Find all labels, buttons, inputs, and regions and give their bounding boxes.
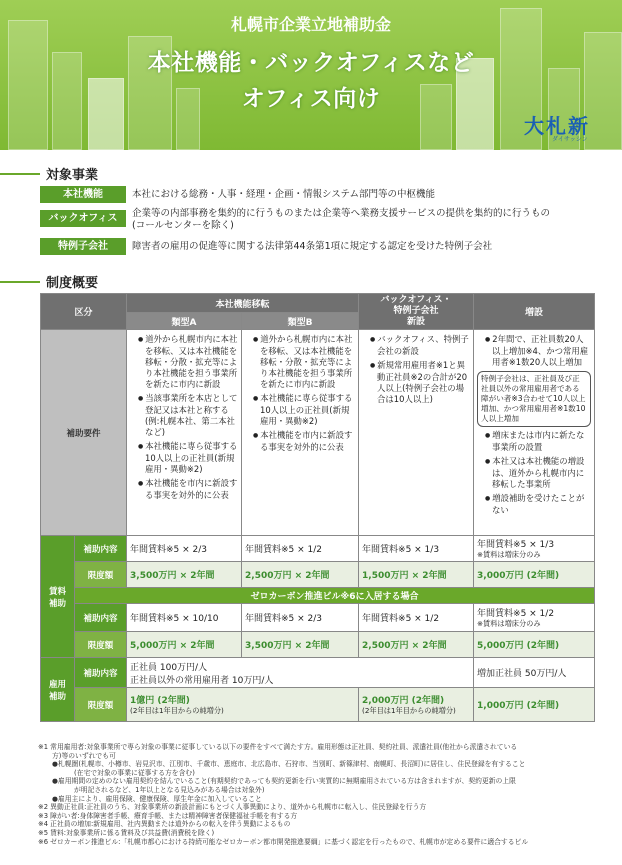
logo-subtext: ダイサッシン — [552, 136, 588, 143]
desc-tokurei: 障害者の雇用の促進等に関する法律第44条第1項に規定する認定を受けた特例子会社 — [132, 241, 493, 252]
zc-naiyou-back: 年間賃料※5 × 1/2 — [359, 604, 474, 632]
header-backoffice: バックオフィス・ 特例子会社 新設 — [359, 294, 474, 330]
rent-zou-note: ※賃料は増床分のみ — [477, 550, 541, 559]
footnote: ●雇用期間の定めのない雇用契約を結んでいること(有期契約であっても契約更新を行い実質的に無期雇用されている方は含まれますが、契約更新の上限 — [52, 777, 516, 786]
rent-naiyou-b: 年間賃料※5 × 1/2 — [242, 536, 359, 562]
list-item: ● 新規常用雇用者※1と異動正社員※2の合計が20人以上(特例子会社の場合は10人以上) — [370, 360, 470, 405]
footnote: ●札幌圏(札幌市、小樽市、岩見沢市、江別市、千歳市、恵庭市、北広島市、石狩市、当別町、新篠津村、南幌町、長沼町)に居住し、住民登録を有すること — [52, 760, 526, 769]
rent-naiyou-back: 年間賃料※5 × 1/3 — [359, 536, 474, 562]
emp-gendo-zou: 1,000万円 (2年間) — [474, 688, 595, 722]
label-gendo: 限度額 — [75, 632, 127, 658]
zc-naiyou-b: 年間賃料※5 × 2/3 — [242, 604, 359, 632]
list-item: ● 本社機能に専ら従事する10人以上の正社員(新規雇用・異動※2) — [138, 441, 238, 475]
footnote: ※3 障がい者:身体障害者手帳、療育手帳、または精神障害者保健福祉手帳を有する方 — [38, 811, 298, 820]
tag-backoffice: バックオフィス — [40, 210, 126, 227]
footnotes — [38, 743, 598, 846]
rent-naiyou-a: 年間賃料※5 × 2/3 — [127, 536, 242, 562]
section-bar — [0, 281, 40, 283]
desc-backoffice: 企業等の内部事務を集約的に行うものまたは企業等へ業務支援サービスの提供を集約的に行うもの — [132, 208, 551, 219]
tag-honsha: 本社機能 — [40, 186, 126, 203]
rent-gendo-zou: 3,000万円 (2年間) — [474, 562, 595, 588]
tokurei-note-box: 特例子会社は、正社員及び正社員以外の常用雇用者である障がい者※3合わせて10人以上増加、かつ常用雇用者※1数10人以上増加 — [477, 371, 591, 427]
header-banner — [0, 0, 622, 150]
zc-gendo-back: 2,500万円 × 2年間 — [359, 632, 474, 658]
page-title-line1: 本社機能・バックオフィスなど — [147, 50, 475, 76]
tag-tokurei: 特例子会社 — [40, 238, 126, 255]
list-item: ● 本社機能を市内に新設する事実を対外的に公表 — [253, 430, 355, 453]
footnote: ※5 賃料:対象事業所に係る賃料及び共益費(消費税を除く) — [38, 828, 215, 837]
zc-gendo-zou: 5,000万円 (2年間) — [474, 632, 595, 658]
header-kubun: 区分 — [41, 294, 127, 330]
page-title-line2: オフィス向け — [241, 86, 381, 112]
label-requirements: 補助要件 — [41, 330, 127, 536]
req-zousetsu — [474, 330, 595, 536]
list-item: ● 当該事業所を本店として登記又は本社と称する(例:札幌本社、第二本社など) — [138, 393, 238, 438]
rent-gendo-a: 3,500万円 × 2年間 — [127, 562, 242, 588]
rent-gendo-back: 1,500万円 × 2年間 — [359, 562, 474, 588]
brand-logo — [524, 110, 606, 144]
zc-naiyou-zou: 年間賃料※5 × 1/2 ※賃料は増床分のみ — [474, 604, 595, 632]
footnote: が明記されるなど、1年以上となる見込みがある場合は対象外) — [74, 785, 265, 794]
zero-carbon-banner: ゼロカーボン推進ビル※6に入居する場合 — [75, 588, 595, 604]
emp-gendo-honsha: 1億円 (2年間) (2年目は1年目からの純増分) — [127, 688, 359, 722]
section-heading-targets: 対象事業 — [0, 164, 622, 180]
emp-naiyou: 正社員 100万円/人 正社員以外の常用雇用者 10万円/人 — [127, 658, 474, 688]
list-item: ● 増床または市内に新たな事業所の設置 — [485, 430, 591, 453]
footnote: ※2 異動正社員:正社員のうち、対象事業所の新設計画にもとづく人事異動により、道外から札幌市に転入し、住民登録を行う方 — [38, 803, 427, 812]
list-item: ● 2年間で、正社員数20人以上増加※4、かつ常用雇用者※1数20人以上増加 — [485, 334, 591, 368]
header-zousetsu: 増設 — [474, 294, 595, 330]
emp-naiyou-zou: 増加正社員 50万円/人 — [474, 658, 595, 688]
overview-table — [40, 293, 595, 722]
desc-honsha: 本社における総務・人事・経理・企画・情報システム部門等の中枢機能 — [132, 189, 436, 200]
desc-backoffice-note: (コールセンターを除く) — [132, 220, 234, 231]
label-naiyou: 補助内容 — [75, 536, 127, 562]
label-gendo: 限度額 — [75, 688, 127, 722]
req-type-b — [242, 330, 359, 536]
section-heading-overview: 制度概要 — [0, 272, 622, 288]
zc-gendo-b: 3,500万円 × 2年間 — [242, 632, 359, 658]
label-gendo: 限度額 — [75, 562, 127, 588]
logo-text: 大札新 — [524, 114, 590, 138]
footnote: (在宅で対象の事業に従事する方を含む) — [74, 768, 195, 777]
rent-zou-note: ※賃料は増床分のみ — [477, 619, 541, 628]
rent-naiyou-zou: 年間賃料※5 × 1/3 ※賃料は増床分のみ — [474, 536, 595, 562]
list-item: ● 道外から札幌市内に本社を移転、又は本社機能を移転・分散・拡充等により本社機能を担う事業所を新たに市内に新設 — [138, 334, 238, 390]
page-subtitle: 札幌市企業立地補助金 — [230, 15, 391, 34]
footnote: ●雇用主により、雇用保険、健康保険、厚生年金に加入していること — [52, 794, 262, 803]
list-item: ● 本社又は本社機能の増設は、道外から札幌市内に移転した事業所 — [485, 456, 591, 490]
header-honsha: 本社機能移転 — [127, 294, 359, 313]
footnote: 方)等のいずれでも可 — [52, 751, 116, 760]
rent-gendo-b: 2,500万円 × 2年間 — [242, 562, 359, 588]
footnote: ※1 常用雇用者:対象事業所で専ら対象の事業に従事している以下の要件をすべて満たす方。雇用形態は正社員、契約社員、派遣社員(他社から派遣されている — [38, 743, 518, 751]
list-item: ● バックオフィス、特例子会社の新設 — [370, 334, 470, 357]
footnote: ※4 正社員の増加:新規雇用、社内異動または道外からの転入を伴う異動によるもの — [38, 820, 291, 829]
emp-gendo-back: 2,000万円 (2年間) (2年目は1年目からの純増分) — [359, 688, 474, 722]
label-employment-subsidy: 雇用 補助 — [41, 658, 75, 722]
label-naiyou: 補助内容 — [75, 658, 127, 688]
req-type-a — [127, 330, 242, 536]
header-type-b: 類型B — [242, 313, 359, 330]
label-naiyou: 補助内容 — [75, 604, 127, 632]
list-item: ● 道外から札幌市内に本社を移転、又は本社機能を移転・分散・拡充等により本社機能を担う事業所を新たに市内に新設 — [253, 334, 355, 390]
header-type-a: 類型A — [127, 313, 242, 330]
footnote: ※6 ゼロカーボン推進ビル:「札幌市都心における持続可能なゼロカーボン都市開発推進要綱」に基づく認定を行ったもので、札幌市が定める要件に適合するビル — [38, 837, 529, 846]
zc-naiyou-a: 年間賃料※5 × 10/10 — [127, 604, 242, 632]
list-item: ● 増設補助を受けたことがない — [485, 493, 591, 516]
list-item: ● 本社機能を市内に新設する事実を対外的に公表 — [138, 478, 238, 501]
list-item: ● 本社機能に専ら従事する10人以上の正社員(新規雇用・異動※2) — [253, 393, 355, 427]
section-bar — [0, 173, 40, 175]
req-backoffice — [359, 330, 474, 536]
zc-gendo-a: 5,000万円 × 2年間 — [127, 632, 242, 658]
label-rent-subsidy: 賃料 補助 — [41, 536, 75, 658]
